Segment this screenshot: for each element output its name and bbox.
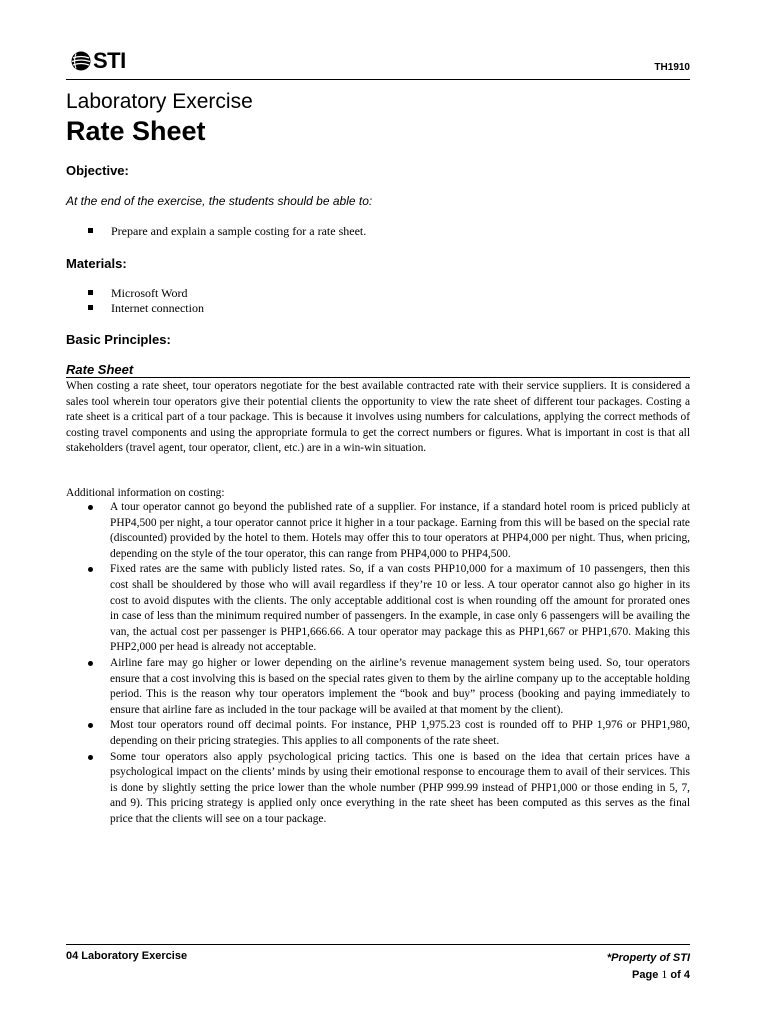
square-bullet-icon: [88, 290, 93, 295]
document-type-title: Laboratory Exercise: [66, 90, 253, 113]
page-header: [66, 46, 690, 80]
additional-info-label: Additional information on costing:: [66, 487, 225, 499]
footer-course-label: 04 Laboratory Exercise: [66, 950, 188, 962]
page-number: 1: [661, 967, 668, 981]
bullet-icon: [88, 755, 93, 760]
property-notice: *Property of STI: [606, 952, 690, 964]
page-indicator: Page 1 of 4: [632, 967, 690, 981]
document-code: TH1910: [654, 62, 690, 73]
list-item: A tour operator cannot go beyond the published rate of a supplier. For instance, if a standard hotel room is priced publicly at PHP4,500 per night, a tour operator cannot price it higher in a tour package. Earning from this will be based on the special rate (discounted) provided by the hotel to them. Hotels may offer this to tour operators at PHP4,000 per night. Thus, when pricing, depending on the style of the tour operator, this can range from PHP4,000 to PHP4,500.: [66, 500, 690, 562]
document-title: Rate Sheet: [66, 116, 206, 146]
logo-text: STI: [93, 48, 126, 73]
header-divider: [66, 79, 690, 80]
list-item: Most tour operators round off decimal points. For instance, PHP 1,975.23 cost is rounded off to PHP 1,976 or PHP1,980, depending on their pricing strategies. This applies to all components of the rate sheet.: [66, 718, 690, 749]
square-bullet-icon: [88, 305, 93, 310]
list-item: Internet connection: [88, 301, 204, 316]
square-bullet-icon: [88, 228, 93, 233]
footer-page-info: [607, 950, 690, 983]
sti-logo: [70, 50, 126, 72]
bullet-icon: [88, 661, 93, 666]
list-item: Fixed rates are the same with publicly listed rates. So, if a van costs PHP10,000 for a maximum of 10 passengers, then this cost shall be shouldered by those who will avail regardless if they’re 10 or less. A tour operator cannot also go higher in its cost to avoid disputes with the clients. The only acceptable additional cost is when rounding off the amount for prorated ones in case of less than the minimum required number of passengers. In the example, in case only 6 passengers will be availing the van, the actual cost per passenger is PHP1,666.66. A tour operator may package this as PHP1,667 or PHP1,670. Making this PHP2,000 per head is already not acceptable.: [66, 562, 690, 656]
footer-divider: [66, 944, 690, 945]
basic-principles-heading: Basic Principles:: [66, 332, 171, 347]
objective-lead: At the end of the exercise, the students should be able to:: [66, 194, 373, 208]
rate-sheet-subheading: Rate Sheet: [66, 362, 134, 377]
globe-logo-icon: [70, 50, 92, 72]
intro-paragraph: When costing a rate sheet, tour operators negotiate for the best available contracted rate with their service suppliers. It is considered a sales tool wherein tour operators give their potential clients the opportunity to view the rate sheet of different tour packages. Costing a rate sheet is a critical part of a tour package. This is because it involves using numbers for calculations, applying the correct methods of costing travel components and using the appropriate formula to get the correct numbers or figures. What is important in cost is that all stakeholders (travel agent, tour operator, client, etc.) are in a win-win situation.: [66, 380, 690, 455]
costing-bullet-list: [66, 500, 690, 827]
list-item: Airline fare may go higher or lower depending on the airline’s revenue management system being used. So, tour operators ensure that a cost involving this is based on the special rates given to them by the airline company up to the acceptable holding period. This is the reason why tour operators implement the “book and buy” process (booking and paying immediately to ensure that airline fare as included in the tour package will be availed at that moment by the client).: [66, 656, 690, 718]
list-item: Microsoft Word: [88, 286, 204, 301]
objective-heading: Objective:: [66, 163, 129, 178]
subheading-divider: [66, 377, 690, 378]
list-item: Prepare and explain a sample costing for a rate sheet.: [88, 224, 366, 239]
objective-list: [88, 224, 366, 239]
bullet-icon: [88, 505, 93, 510]
bullet-icon: [88, 723, 93, 728]
list-item: Some tour operators also apply psychological pricing tactics. This one is based on the idea that certain prices have a psychological impact on the clients’ minds by using their emotional response to encourage them to avail of their services. This is done by slightly setting the price lower than the whole number (PHP 999.99 instead of PHP1,000 or those ending in 5, 7, and 9). This pricing strategy is applied only once everything in the rate sheet has been computed as this serves as the final price that the clients will see on a tour package.: [66, 750, 690, 828]
materials-list: [88, 286, 204, 316]
materials-heading: Materials:: [66, 256, 127, 271]
bullet-icon: [88, 567, 93, 572]
